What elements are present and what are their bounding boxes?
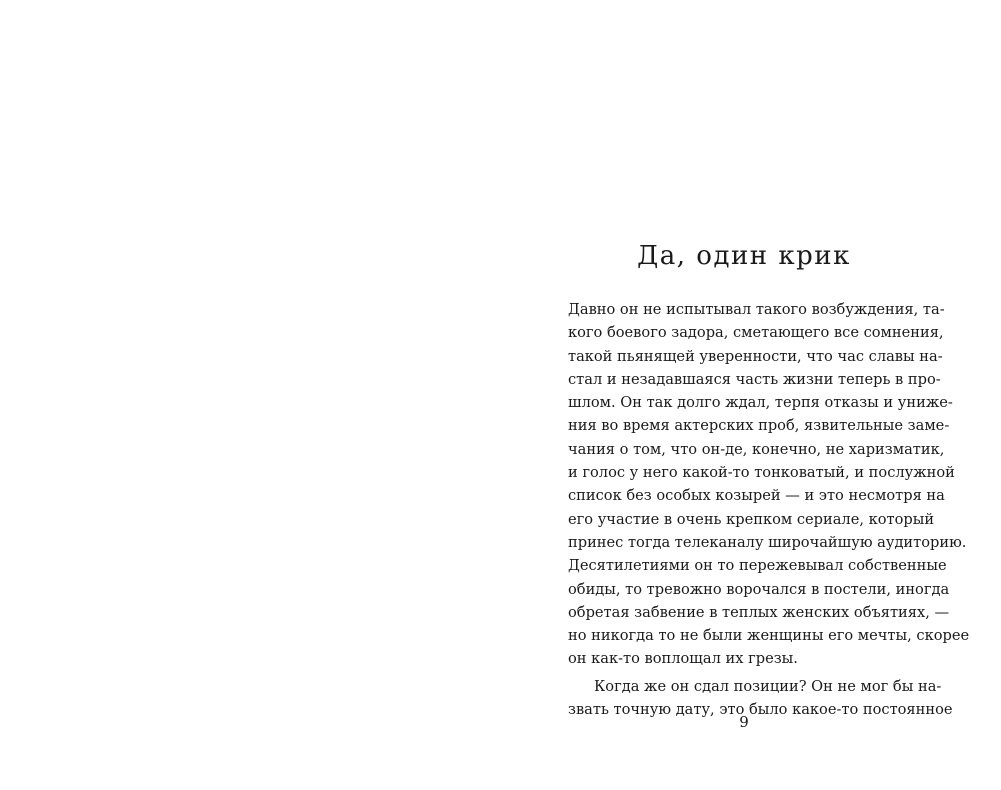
page-number: 9 [739, 713, 749, 731]
paragraph-1 [568, 298, 970, 671]
text-line: список без особых козырей — и это несмотря на [568, 487, 945, 505]
text-line: чания о том, что он-де, конечно, не харизматик, [568, 440, 945, 458]
text-line: стал и незадавшаяся часть жизни теперь в про- [568, 370, 941, 388]
text-line: обретая забвение в теплых женских объятиях, — [568, 603, 950, 621]
body-text [568, 298, 970, 721]
text-line: его участие в очень крепком сериале, который [568, 510, 935, 528]
text-line: Десятилетиями он то пережевывал собственные [568, 557, 947, 575]
text-line: Когда же он сдал позиции? Он не мог бы на- [594, 677, 942, 695]
text-line: и голос у него какой-то тонковатый, и послужной [568, 464, 955, 482]
chapter-title: Да, один крик [637, 241, 851, 271]
text-line: ния во время актерских проб, язвительные заме- [568, 417, 950, 435]
left-page [0, 0, 500, 790]
text-line: Давно он не испытывал такого возбуждения, та- [568, 301, 945, 318]
text-line: звать точную дату, это было какое-то постоянное [568, 701, 953, 719]
text-line: он как-то воплощал их грезы. [568, 650, 798, 668]
text-line: принес тогда телеканалу широчайшую аудиторию. [568, 533, 967, 551]
text-line: но никогда то не были женщины его мечты, скорее [568, 627, 970, 645]
text-line: обиды, то тревожно ворочался в постели, иногда [568, 580, 950, 598]
text-line: шлом. Он так долго ждал, терпя отказы и униже- [568, 394, 953, 412]
text-line: такой пьянящей уверенности, что час славы на- [568, 347, 943, 365]
text-line: кого боевого задора, сметающего все сомнения, [568, 324, 944, 342]
